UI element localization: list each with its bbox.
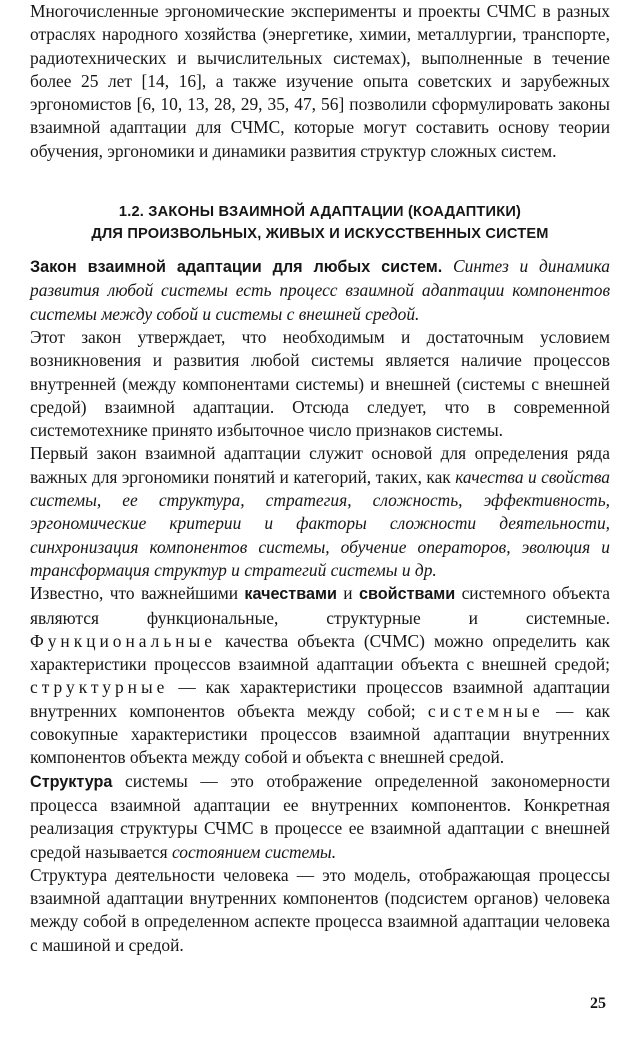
qualities-text-2: и	[336, 583, 359, 604]
paragraph-structure	[30, 770, 610, 864]
qualities-text-3: системного объекта являются функциональные, структурные и системные.	[30, 583, 611, 628]
page-body	[30, 0, 610, 957]
qualities-bold-2: свойствами	[359, 585, 456, 604]
paragraph-concepts-text: Первый закон взаимной адаптации служит основой для определения ряда важных для эргономики понятий и категорий, таких, как	[30, 443, 610, 487]
section-heading	[30, 201, 610, 245]
paragraph-law	[30, 255, 610, 326]
paragraph-activity-structure	[30, 864, 610, 957]
structure-text: системы — это отображение определенной закономерности процесса взаимной адаптации ее внутренних компонентов. Конкретная реализация структуры СЧМС в процессе ее взаимной адаптации с внешней средой называется	[30, 770, 610, 862]
activity-structure-text: Структура деятельности человека — это модель, отображающая процессы взаимной адаптации внутренних компонентов (подсистем органов) человека между собой в определенном аспекте процесса взаимной адаптации человека с машиной и средой.	[30, 864, 610, 955]
qualities-text-1: Известно, что важнейшими	[30, 583, 245, 604]
qualities-text-5: — как характеристики процессов взаимной адаптации внутренних компонентов объекта между собой;	[30, 677, 610, 721]
paragraph-intro	[30, 0, 610, 163]
qualities-spaced-systemic: системные	[427, 700, 544, 721]
paragraph-concepts	[30, 442, 610, 582]
paragraph-law-explanation	[30, 326, 610, 442]
paragraph-law-explanation-text: Этот закон утверждает, что необходимым и достаточным условием возникновения и развития любой системы является наличие процессов внутренней (между компонентами системы) и внешней (системы с внешней средой) взаимной адаптации. Отсюда следует, что в современной системотехнике принято избыточное число признаков системы.	[30, 326, 610, 441]
paragraph-qualities	[30, 582, 610, 769]
page-number: 25	[590, 995, 606, 1012]
qualities-spaced-structural: структурные	[30, 677, 169, 698]
section-heading-line-1: 1.2. ЗАКОНЫ ВЗАИМНОЙ АДАПТАЦИИ (КОАДАПТИКИ)	[118, 204, 522, 221]
structure-state-term: состоянием системы.	[171, 841, 337, 862]
paragraph-concepts-italic: качества и свойства системы, ее структура, стратегия, сложность, эффективность, эргономические критерии и факторы сложности деятельности, синхронизация компонентов системы, обучение операторов, эволюция и трансформация структур и стратегий системы и др.	[30, 466, 610, 580]
qualities-text-6: — как совокупные характеристики процессов взаимной адаптации внутренних компонентов объекта между собой и объекта с внешней средой.	[30, 700, 610, 768]
structure-term: Структура	[30, 772, 113, 791]
law-title: Закон взаимной адаптации для любых систем.	[30, 258, 443, 277]
qualities-text-4: качества объекта (СЧМС) можно определить как характеристики процессов взаимной адаптации объекта с внешней средой;	[30, 630, 610, 675]
paragraph-intro-text: Многочисленные эргономические эксперименты и проекты СЧМС в разных отраслях народного хозяйства (энергетике, химии, металлургии, транспорте, радиотехнических и вычислительных системах), выполненные в течение более 25 лет [14, 16], а также изучение опыта советских и зарубежных эргономистов [6, 10, 13, 28, 29, 35, 47, 56] позволили сформулировать законы взаимной адаптации для СЧМС, которые могут составить основу теории обучения, эргономики и динамики развития структур сложных систем.	[30, 1, 610, 161]
law-statement: Синтез и динамика развития любой системы есть процесс взаимной адаптации компонентов системы между собой и системы с внешней средой.	[30, 256, 610, 324]
section-heading-line-2: ДЛЯ ПРОИЗВОЛЬНЫХ, ЖИВЫХ И ИСКУССТВЕННЫХ СИСТЕМ	[91, 226, 549, 243]
qualities-spaced-functional: Функциональные	[30, 630, 216, 651]
qualities-bold-1: качествами	[244, 585, 337, 604]
